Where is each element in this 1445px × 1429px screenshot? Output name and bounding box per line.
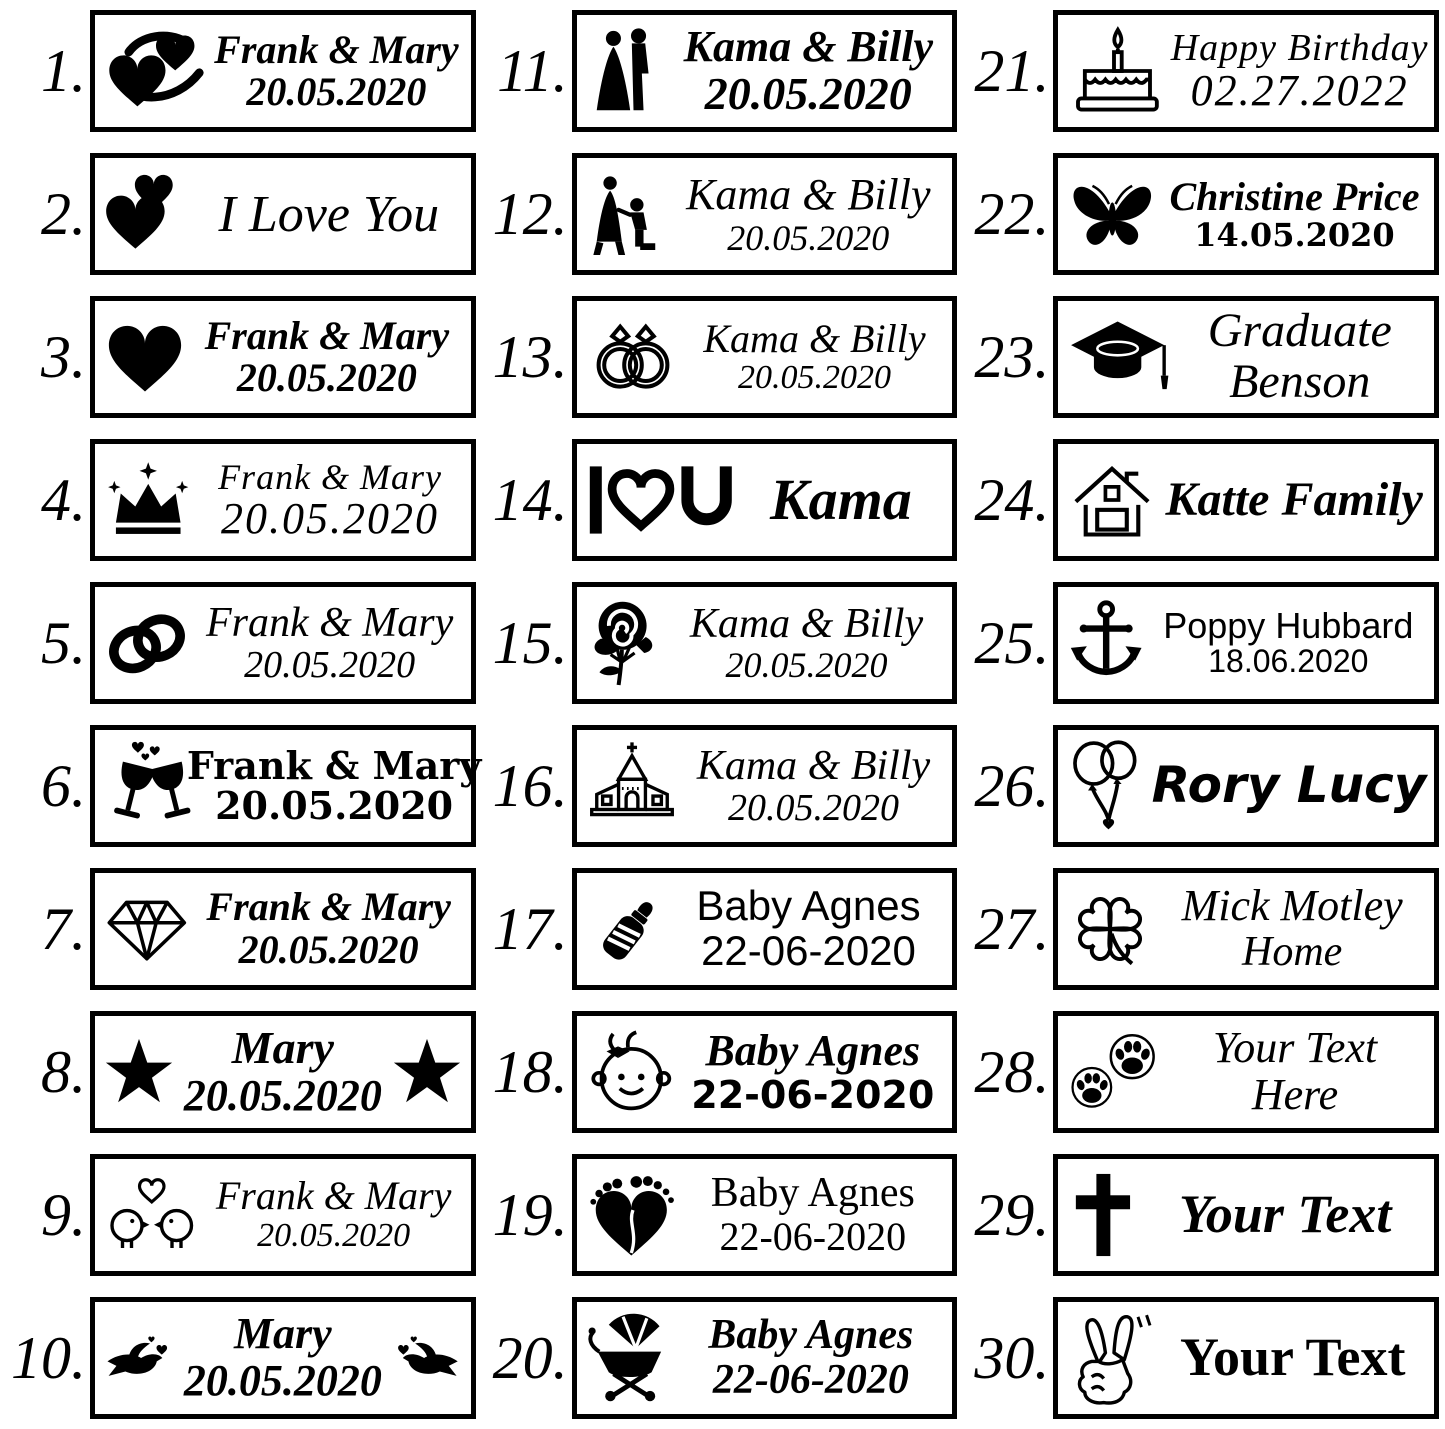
design-option [482,1286,964,1429]
option-number: 7. [41,895,86,962]
option-number: 26. [974,752,1050,819]
design-box [572,1297,958,1419]
design-line2: 02.27.2022 [1190,66,1409,116]
option-number: 24. [974,467,1050,534]
design-option [482,572,964,715]
design-line1: Your Text [1178,1184,1392,1245]
design-box [1053,582,1439,704]
option-number: 12. [492,181,568,248]
church-icon [585,739,679,833]
option-number: 29. [974,1181,1050,1248]
design-line1: Frank & Mary [205,599,454,646]
baby-bottle-icon [585,887,669,971]
design-box [572,296,958,418]
design-line2: 18.06.2020 [1208,643,1369,680]
design-line2: 20.05.2020 [221,493,440,543]
design-box [572,868,958,990]
design-text [677,1313,944,1402]
design-line1: Poppy Hubbard [1163,605,1414,646]
paw-prints-icon [1066,1030,1160,1114]
design-text [1163,176,1426,252]
design-option [482,0,964,143]
design-text [197,458,462,543]
birthday-cake-icon [1066,23,1169,119]
design-option [0,1143,482,1286]
design-line2: 20.05.2020 [257,1216,411,1254]
heart-icon [103,315,187,399]
design-option [0,143,482,286]
design-line2: 20.05.2020 [238,926,419,972]
design-option [482,1143,964,1286]
design-text [681,1171,944,1258]
wedding-rings-icon [585,317,681,397]
design-line1: Mary [233,1308,332,1358]
design-option [482,857,964,1000]
option-number: 9. [41,1181,86,1248]
option-number: 17. [492,895,568,962]
design-box [90,1011,476,1133]
interlocked-rings-icon [103,603,193,683]
option-number: 4. [41,467,86,534]
design-text [1151,607,1426,679]
design-line1: Baby Agnes [710,1170,915,1217]
design-line1: Mary [231,1022,334,1074]
design-text [186,742,482,828]
design-option [482,143,964,286]
design-box [90,296,476,418]
design-line2: 20.05.2020 [183,1070,382,1120]
proposal-icon [585,168,669,260]
design-box [1053,10,1439,132]
option-number: 30. [974,1324,1050,1391]
option-number: 15. [492,610,568,677]
design-line1: Kama & Billy [696,742,931,789]
design-box [1053,1011,1439,1133]
design-option [963,1000,1445,1143]
design-text [669,602,945,685]
design-option [0,572,482,715]
design-text [1162,472,1426,526]
design-box [90,439,476,561]
dove-right-icon [395,1330,462,1386]
design-line2: Home [1242,928,1343,975]
option-number: 10. [11,1324,86,1391]
design-line1: Baby Agnes [696,882,921,930]
design-line2: 20.05.2020 [737,359,891,397]
design-text [174,1308,391,1405]
design-text [672,21,944,120]
design-box [90,868,476,990]
design-line1: Your Text [1212,1023,1378,1073]
design-line2: 22-06-2020 [691,1072,935,1117]
design-option [963,286,1445,429]
option-number: 8. [41,1038,86,1105]
design-text [681,1028,944,1115]
design-text [195,187,463,242]
option-number: 5. [41,610,86,677]
baby-face-icon [585,1029,678,1115]
option-number: 19. [492,1181,568,1248]
design-line2: 20.05.2020 [246,69,427,115]
design-line1: Your Text [1179,1326,1406,1387]
design-box [1053,439,1439,561]
design-option [0,714,482,857]
design-box [572,582,958,704]
design-option [0,0,482,143]
design-text [1170,26,1429,116]
design-text [673,884,945,973]
design-option [963,1143,1445,1286]
design-box [1053,725,1439,847]
option-number: 25. [974,610,1050,677]
design-option [482,714,964,857]
love-birds-icon [103,1176,201,1254]
option-number: 14. [492,467,568,534]
design-text [1151,756,1427,815]
design-option [0,1000,482,1143]
design-line1: Kama & Billy [689,600,924,647]
design-line2: 20.05.2020 [727,217,890,258]
design-box [572,1011,958,1133]
design-box [90,1154,476,1276]
design-option [482,1000,964,1143]
star-icon [103,1036,175,1108]
star-icon [391,1036,463,1108]
design-box [1053,296,1439,418]
design-line2: 20.05.2020 [704,68,912,120]
option-number: 20. [492,1324,568,1391]
two-hearts-icon [103,174,191,254]
clover-icon [1066,885,1154,973]
design-line1: Christine Price [1169,174,1420,220]
design-line2: 20.05.2020 [727,787,899,830]
design-line1: Frank & Mary [215,1173,452,1219]
design-option [482,429,964,572]
design-text [179,1024,387,1119]
option-number: 6. [41,752,86,819]
design-box [572,439,958,561]
design-line2: 20.05.2020 [725,645,888,686]
design-line1: Katte Family [1165,472,1423,526]
cross-icon [1066,1169,1140,1261]
double-hearts-swoosh-icon [103,28,206,114]
design-text [737,467,944,533]
design-text [1159,1326,1426,1387]
design-line1: Frank & Mary [186,742,482,788]
option-number: 22. [974,181,1050,248]
design-box [1053,868,1439,990]
design-line1: Graduate [1207,304,1392,358]
option-number: 1. [41,38,86,105]
design-text [210,29,462,114]
design-box [572,725,958,847]
design-option [0,857,482,1000]
design-line2: Benson [1229,355,1371,409]
peace-hand-icon [1066,1310,1155,1406]
design-option [963,429,1445,572]
design-text [1144,1186,1426,1243]
graduation-cap-icon [1066,313,1169,401]
design-line1: Kama & Billy [703,316,926,362]
crown-icon [103,458,193,542]
design-box [90,153,476,275]
design-option [0,286,482,429]
design-line2: 22-06-2020 [719,1213,907,1259]
design-option [482,286,964,429]
design-line2: 22-06-2020 [701,926,916,974]
design-option [963,0,1445,143]
design-box [1053,1297,1439,1419]
option-number: 2. [41,181,86,248]
stroller-icon [585,1312,674,1404]
design-line1: Frank & Mary [206,884,451,930]
design-line2: Here [1251,1069,1339,1119]
design-line1: Frank & Mary [204,312,450,358]
option-number: 28. [974,1038,1050,1105]
design-option [963,143,1445,286]
design-box [90,582,476,704]
design-text [685,318,945,396]
option-number: 18. [492,1038,568,1105]
design-text [197,601,463,686]
option-number: 13. [492,324,568,391]
design-box [572,153,958,275]
design-option [0,1286,482,1429]
design-line1: Mick Motley [1181,881,1403,931]
design-option [0,429,482,572]
design-box [1053,1154,1439,1276]
anchor-icon [1066,598,1146,688]
design-line1: Frank & Mary [214,27,459,73]
design-text [191,312,463,401]
design-line1: Frank & Mary [218,456,443,497]
wedding-couple-icon [585,25,669,117]
design-text [1158,883,1426,974]
design-line1: Kama & Billy [683,21,933,71]
design-box [90,725,482,847]
option-number: 27. [974,895,1050,962]
design-line1: Kama [769,467,912,533]
design-line2: 22-06-2020 [712,1356,909,1403]
design-line2: 20.05.2020 [183,1355,382,1405]
design-line1: Kama & Billy [686,169,931,219]
design-text [205,1175,463,1253]
option-number: 11. [497,38,568,105]
design-option [963,714,1445,857]
design-text [1164,1025,1426,1118]
dove-left-icon [103,1330,170,1386]
option-number: 3. [41,324,86,391]
design-box [572,10,958,132]
design-text [683,744,945,829]
design-box [90,1297,476,1419]
design-option [963,1286,1445,1429]
design-line1: Baby Agnes [705,1026,921,1076]
design-line2: 20.05.2020 [215,782,454,828]
butterfly-icon [1066,171,1159,257]
design-option [963,572,1445,715]
rose-icon [585,597,665,689]
design-line2: 20.05.2020 [244,644,416,687]
house-icon [1066,454,1158,546]
design-line2: 14.05.2020 [1194,215,1395,254]
option-number: 16. [492,752,568,819]
design-line1: Baby Agnes [708,1312,914,1359]
design-line1: Rory Lucy [1151,756,1427,815]
design-text [195,886,463,971]
i-heart-u-icon [585,460,734,540]
design-line1: I Love You [218,185,440,243]
balloons-icon [1066,739,1148,833]
option-number: 21. [974,38,1050,105]
design-line2: 20.05.2020 [236,355,417,401]
baby-feet-icon [585,1172,678,1258]
design-box [572,1154,958,1276]
design-option [963,857,1445,1000]
diamond-icon [103,893,191,965]
design-text [672,169,944,258]
design-line1: Happy Birthday [1170,26,1429,69]
design-box [1053,153,1439,275]
design-box [90,10,476,132]
design-text [1174,306,1426,408]
option-number: 23. [974,324,1050,391]
